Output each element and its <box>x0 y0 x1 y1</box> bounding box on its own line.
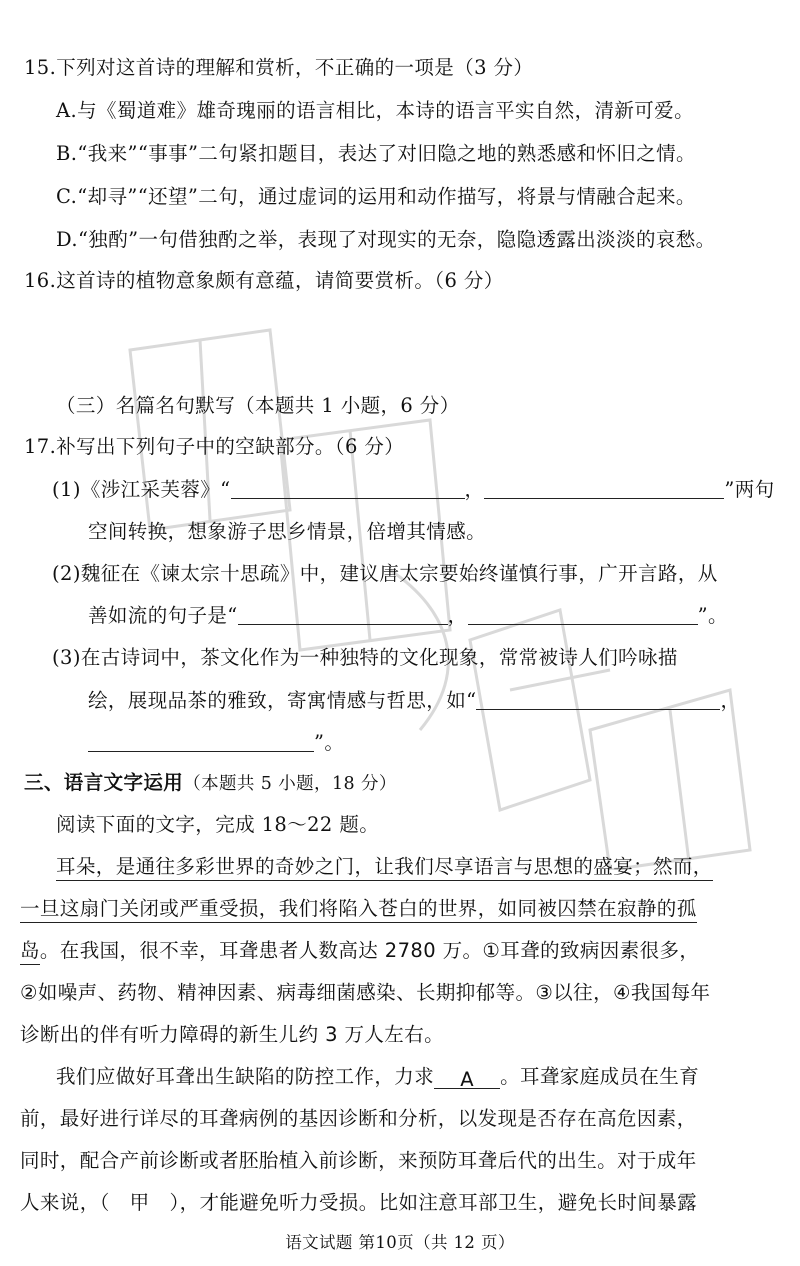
q17-part2-line1: (2)魏征在《谏太宗十思疏》中，建议唐太宗要始终谨慎行事，广开言路，从 <box>52 562 718 585</box>
q17-part1 <box>52 474 775 502</box>
q15-stem: 15.下列对这首诗的理解和赏析，不正确的一项是（3 分） <box>24 56 534 79</box>
passage-line: ②如噪声、药物、精神因素、病毒细菌感染、长期抑郁等。③以往，④我国每年 <box>20 981 711 1004</box>
q15-option-d: D.“独酌”一句借独酌之举，表现了对现实的无奈，隐隐透露出淡淡的哀愁。 <box>56 228 716 251</box>
underlined-text: 耳朵，是通往多彩世界的奇妙之门，让我们尽享语言与思想的盛宴；然而， <box>56 855 713 881</box>
comma: ， <box>447 604 468 627</box>
passage-text: 我们应做好耳聋出生缺陷的防控工作，力求 <box>56 1065 435 1088</box>
q15-option-a: A.与《蜀道难》雄奇瑰丽的语言相比，本诗的语言平实自然，清新可爱。 <box>56 99 694 122</box>
answer-blank-5[interactable] <box>476 689 720 710</box>
q17-part3-suffix: ”。 <box>314 731 345 754</box>
underlined-text: 岛 <box>20 939 40 965</box>
q15-option-c: C.“却寻”“还望”二句，通过虚词的运用和动作描写，将景与情融合起来。 <box>56 185 696 208</box>
q17-stem: 17.补写出下列句子中的空缺部分。（6 分） <box>24 435 405 458</box>
section3-title: （三）名篇名句默写（本题共 1 小题，6 分） <box>56 394 460 417</box>
q17-part3-line3 <box>88 727 344 755</box>
part3-title: 三、语言文字运用 <box>24 771 184 794</box>
part3-intro: 阅读下面的文字，完成 18～22 题。 <box>56 813 380 836</box>
passage-text: 。耳聋家庭成员在生育 <box>500 1065 700 1088</box>
passage-line: 同时，配合产前诊断或者胚胎植入前诊断，来预防耳聋后代的出生。对于成年 <box>20 1149 697 1172</box>
q17-part3-prefix: 绘，展现品茶的雅致，寄寓情感与哲思，如“ <box>88 689 477 712</box>
answer-blank-1[interactable] <box>231 478 465 499</box>
passage-line: 人来说，（ 甲 ），才能避免听力受损。比如注意耳部卫生，避免长时间暴露 <box>20 1191 698 1214</box>
answer-blank-4[interactable] <box>468 604 698 625</box>
passage-line <box>56 851 713 879</box>
part3-heading <box>24 767 397 795</box>
underlined-text: 一旦这扇门关闭或严重受损，我们将陷入苍白的世界，如同被囚禁在寂静的孤 <box>20 897 697 923</box>
q16-stem: 16.这首诗的植物意象颇有意蕴，请简要赏析。（6 分） <box>24 269 504 292</box>
passage-line: 前，最好进行详尽的耳聋病例的基因诊断和分析，以发现是否存在高危因素， <box>20 1107 697 1130</box>
q17-part3-line1: (3)在古诗词中，茶文化作为一种独特的文化现象，常常被诗人们吟咏描 <box>52 646 678 669</box>
part3-note: （本题共 5 小题，18 分） <box>183 774 397 794</box>
passage-line: 诊断出的伴有听力障碍的新生儿约 3 万人左右。 <box>20 1023 445 1046</box>
page-footer: 语文试题 第10页（共 12 页） <box>285 1233 515 1252</box>
q17-part2-line2 <box>88 600 728 628</box>
passage-line <box>56 1061 699 1089</box>
answer-blank-6[interactable] <box>88 731 314 752</box>
answer-blank-3[interactable] <box>238 604 448 625</box>
answer-blank-2[interactable] <box>484 478 724 499</box>
q15-option-b: B.“我来”“事事”二句紧扣题目，表达了对旧隐之地的熟悉感和怀旧之情。 <box>56 142 696 165</box>
comma: ， <box>464 478 485 501</box>
q17-part1-suffix: ”两句 <box>724 478 775 501</box>
q17-part2-suffix: ”。 <box>697 604 728 627</box>
q17-part3-line2 <box>88 685 740 713</box>
passage-line <box>20 893 697 921</box>
q17-part2-prefix: 善如流的句子是“ <box>88 604 238 627</box>
q17-part1-line2: 空间转换，想象游子思乡情景，倍增其情感。 <box>88 520 487 543</box>
blank-a[interactable]: A <box>434 1068 500 1089</box>
passage-text: 。在我国，很不幸，耳聋患者人数高达 2780 万。①耳聋的致病因素很多， <box>39 939 700 962</box>
q17-part1-prefix: (1)《涉江采芙蓉》“ <box>52 478 231 501</box>
comma: ， <box>720 689 741 712</box>
passage-line <box>20 935 699 963</box>
